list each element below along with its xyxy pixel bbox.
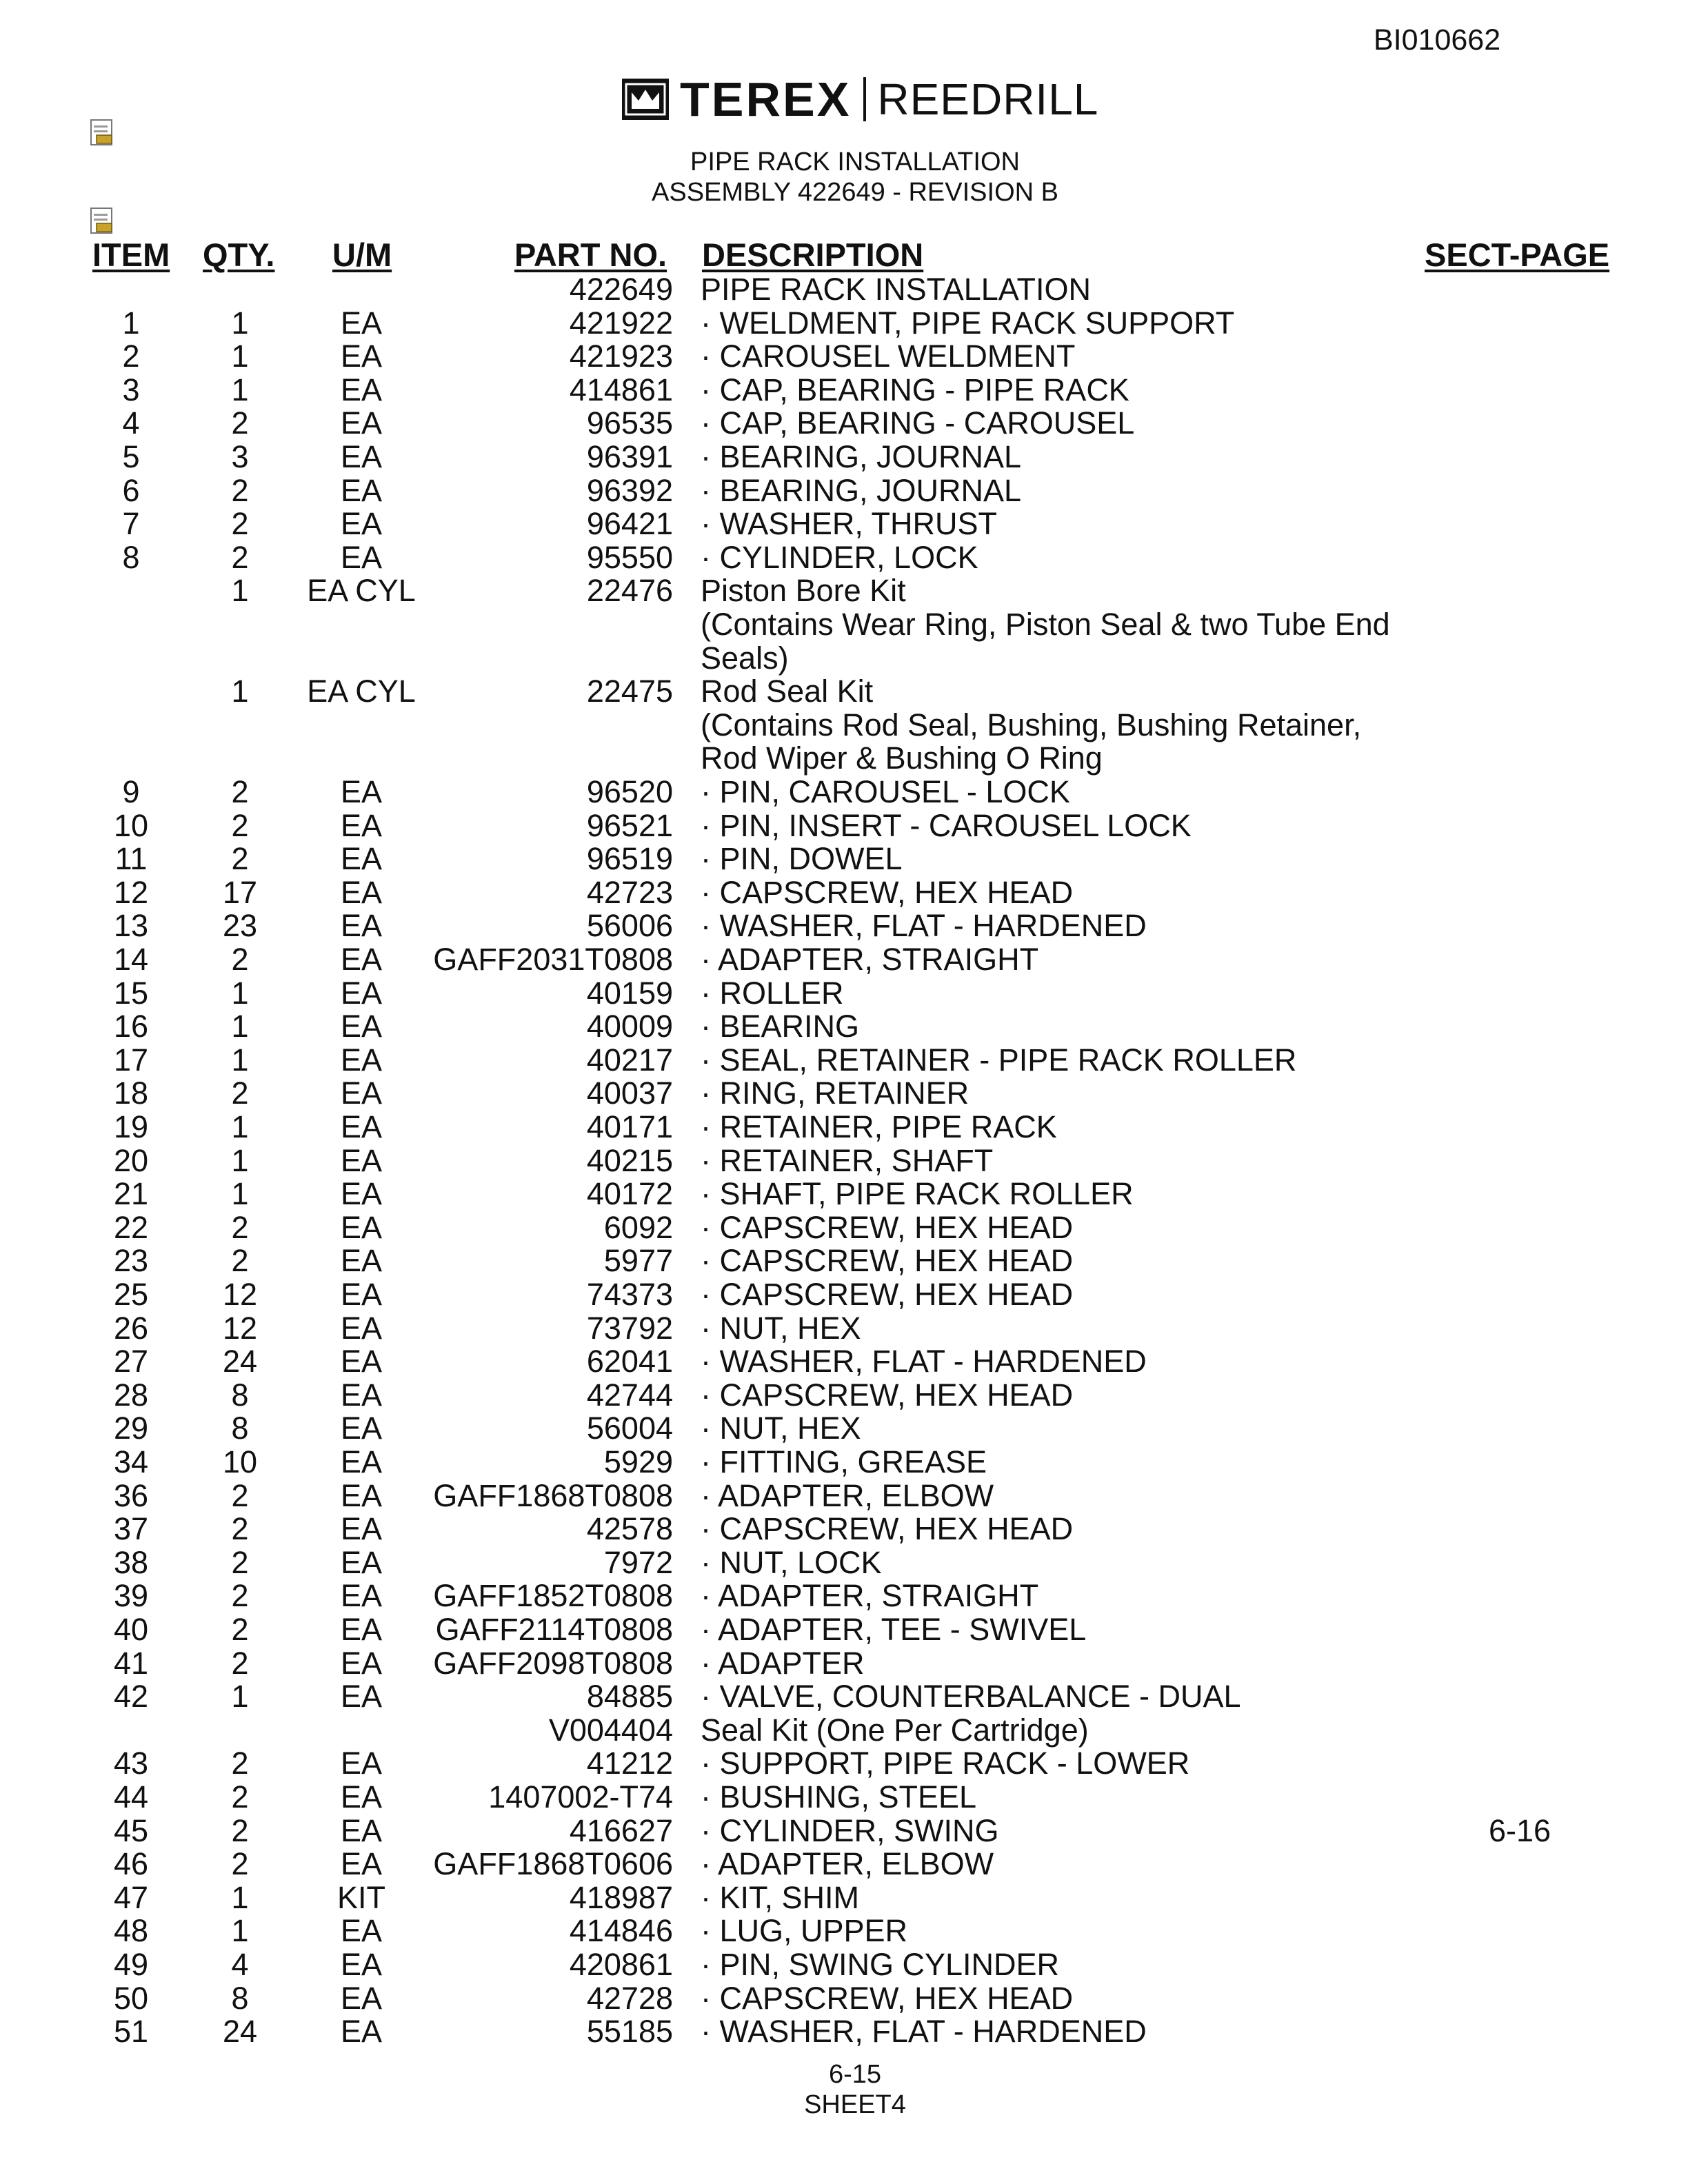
table-cell-qty: 2 (231, 1243, 249, 1278)
table-cell-um: EA (340, 1444, 383, 1479)
table-cell-item: 29 (113, 1410, 149, 1446)
table-cell-um: EA (340, 774, 383, 809)
table-cell-um: EA (340, 1410, 383, 1446)
table-cell-item: 38 (113, 1545, 149, 1580)
table-cell-desc: · VALVE, COUNTERBALANCE - DUAL (701, 1679, 1241, 1714)
table-cell-desc: · KIT, SHIM (701, 1880, 860, 1915)
table-cell-qty: 2 (231, 774, 249, 809)
table-cell-qty: 12 (222, 1311, 258, 1346)
table-cell-part: 40171 (586, 1109, 673, 1144)
table-cell-qty: 8 (231, 1410, 249, 1446)
table-cell-part: 56004 (586, 1410, 673, 1446)
table-cell-part: GAFF2031T0808 (433, 942, 673, 977)
table-cell-qty: 2 (231, 1846, 249, 1881)
table-cell-desc: Seal Kit (One Per Cartridge) (701, 1712, 1089, 1748)
table-cell-desc: · PIN, SWING CYLINDER (701, 1947, 1060, 1982)
table-cell-desc: · WELDMENT, PIPE RACK SUPPORT (701, 305, 1235, 341)
table-cell-qty: 1 (231, 338, 249, 374)
table-cell-part: GAFF2098T0808 (433, 1646, 673, 1681)
table-cell-part: 42728 (586, 1981, 673, 2016)
table-cell-qty: 2 (231, 841, 249, 876)
table-cell-desc: (Contains Wear Ring, Piston Seal & two Tube End (701, 607, 1390, 642)
table-cell-qty: 2 (231, 1511, 249, 1546)
table-cell-desc: · CAP, BEARING - PIPE RACK (701, 372, 1129, 407)
table-cell-item: 13 (113, 908, 149, 943)
table-cell-part: 421922 (569, 305, 673, 341)
table-cell-desc: · ADAPTER, STRAIGHT (701, 1578, 1039, 1613)
table-cell-desc: · SEAL, RETAINER - PIPE RACK ROLLER (701, 1042, 1297, 1078)
table-cell-part: 6092 (603, 1210, 673, 1245)
table-cell-part: GAFF1852T0808 (433, 1578, 673, 1613)
table-cell-part: 40172 (586, 1176, 673, 1211)
table-cell-item: 37 (113, 1511, 149, 1546)
table-cell-part: 96520 (586, 774, 673, 809)
table-cell-item: 12 (113, 875, 149, 910)
table-cell-um: EA (340, 1545, 383, 1580)
table-cell-qty: 1 (231, 1913, 249, 1948)
table-cell-desc: · PIN, INSERT - CAROUSEL LOCK (701, 808, 1192, 843)
table-cell-part: GAFF1868T0808 (433, 1478, 673, 1513)
table-cell-part: 96421 (586, 506, 673, 541)
table-cell-um: EA (340, 1377, 383, 1413)
table-cell-qty: 23 (222, 908, 258, 943)
table-cell-um: EA CYL (307, 674, 416, 709)
table-cell-um: EA (340, 1478, 383, 1513)
table-cell-item: 10 (113, 808, 149, 843)
table-cell-item: 17 (113, 1042, 149, 1078)
table-cell-item: 27 (113, 1344, 149, 1379)
table-cell-part: 62041 (586, 1344, 673, 1379)
table-cell-um: EA (340, 1176, 383, 1211)
table-cell-item: 25 (113, 1277, 149, 1312)
table-cell-qty: 8 (231, 1981, 249, 2016)
table-cell-desc: · BEARING, JOURNAL (701, 473, 1022, 508)
table-cell-desc: · CAPSCREW, HEX HEAD (701, 1243, 1074, 1278)
table-cell-part: 421923 (569, 338, 673, 374)
table-cell-um: EA (340, 1143, 383, 1178)
table-cell-desc: Rod Wiper & Bushing O Ring (701, 740, 1103, 776)
table-cell-qty: 2 (231, 540, 249, 575)
table-cell-desc: · CYLINDER, LOCK (701, 540, 978, 575)
table-cell-um: EA (340, 1009, 383, 1044)
table-cell-part: 73792 (586, 1311, 673, 1346)
table-cell-part: GAFF1868T0606 (433, 1846, 673, 1881)
table-cell-part: 40217 (586, 1042, 673, 1078)
table-cell-part: 96521 (586, 808, 673, 843)
table-cell-item: 21 (113, 1176, 149, 1211)
table-cell-um: EA (340, 2014, 383, 2049)
table-cell-um: EA (340, 405, 383, 441)
table-cell-item: 5 (122, 439, 140, 474)
table-cell-um: EA (340, 1913, 383, 1948)
table-cell-um: EA (340, 473, 383, 508)
table-cell-desc: · RETAINER, SHAFT (701, 1143, 994, 1178)
division-name: REEDRILL (877, 74, 1099, 124)
table-cell-part: 7972 (603, 1545, 673, 1580)
table-cell-desc: · CYLINDER, SWING (701, 1813, 999, 1848)
table-cell-qty: 1 (231, 1042, 249, 1078)
table-cell-qty: 2 (231, 942, 249, 977)
table-cell-desc: · CAPSCREW, HEX HEAD (701, 1210, 1074, 1245)
column-header-part-no: PART NO. (514, 236, 667, 273)
table-cell-item: 45 (113, 1813, 149, 1848)
table-cell-item: 39 (113, 1578, 149, 1613)
table-cell-item: 9 (122, 774, 140, 809)
table-cell-um: EA (340, 841, 383, 876)
table-cell-qty: 2 (231, 1545, 249, 1580)
table-cell-desc: · CAPSCREW, HEX HEAD (701, 1277, 1074, 1312)
table-cell-qty: 1 (231, 975, 249, 1011)
column-header-um: U/M (332, 236, 392, 273)
table-cell-qty: 1 (231, 1109, 249, 1144)
table-cell-item: 15 (113, 975, 149, 1011)
table-cell-item: 43 (113, 1746, 149, 1781)
table-cell-qty: 3 (231, 439, 249, 474)
table-cell-desc: · FITTING, GREASE (701, 1444, 987, 1479)
table-cell-item: 46 (113, 1846, 149, 1881)
table-cell-um: EA (340, 305, 383, 341)
table-cell-desc: · CAPSCREW, HEX HEAD (701, 1981, 1074, 2016)
table-cell-desc: · ADAPTER (701, 1646, 865, 1681)
table-cell-um: EA (340, 1947, 383, 1982)
table-cell-desc: · BUSHING, STEEL (701, 1779, 977, 1814)
table-cell-um: EA (340, 1679, 383, 1714)
table-cell-qty: 17 (222, 875, 258, 910)
table-cell-qty: 2 (231, 405, 249, 441)
table-cell-part: 1407002-T74 (488, 1779, 673, 1814)
table-cell-part: 95550 (586, 540, 673, 575)
table-cell-qty: 1 (231, 1679, 249, 1714)
table-cell-item: 48 (113, 1913, 149, 1948)
table-cell-item: 41 (113, 1646, 149, 1681)
table-cell-qty: 2 (231, 1578, 249, 1613)
table-cell-part: 40037 (586, 1075, 673, 1111)
table-cell-desc: · NUT, HEX (701, 1311, 861, 1346)
table-cell-um: EA (340, 1243, 383, 1278)
table-cell-item: 36 (113, 1478, 149, 1513)
table-cell-um: EA (340, 1344, 383, 1379)
table-cell-desc: · CAPSCREW, HEX HEAD (701, 1377, 1074, 1413)
table-cell-qty: 24 (222, 1344, 258, 1379)
table-cell-item: 51 (113, 2014, 149, 2049)
table-cell-um: EA (340, 908, 383, 943)
table-cell-item: 16 (113, 1009, 149, 1044)
document-id: BI010662 (1374, 23, 1501, 57)
table-cell-um: EA (340, 1646, 383, 1681)
table-cell-qty: 2 (231, 808, 249, 843)
table-cell-qty: 1 (231, 573, 249, 608)
table-cell-part: 22476 (586, 573, 673, 608)
table-cell-um: EA (340, 1612, 383, 1647)
table-cell-qty: 1 (231, 1176, 249, 1211)
table-cell-part: 96391 (586, 439, 673, 474)
table-cell-part: 40159 (586, 975, 673, 1011)
table-cell-um: EA (340, 338, 383, 374)
table-cell-um: EA (340, 1746, 383, 1781)
table-cell-part: 420861 (569, 1947, 673, 1982)
table-cell-item: 28 (113, 1377, 149, 1413)
table-cell-desc: Rod Seal Kit (701, 674, 874, 709)
table-cell-item: 6 (122, 473, 140, 508)
table-cell-um: EA (340, 372, 383, 407)
table-cell-item: 8 (122, 540, 140, 575)
table-cell-desc: · ROLLER (701, 975, 844, 1011)
table-cell-desc: Seals) (701, 640, 789, 676)
table-cell-desc: · CAPSCREW, HEX HEAD (701, 875, 1074, 910)
table-cell-um: EA (340, 1109, 383, 1144)
table-cell-um: EA (340, 1779, 383, 1814)
table-cell-item: 42 (113, 1679, 149, 1714)
table-cell-part: 416627 (569, 1813, 673, 1848)
table-cell-um: EA (340, 1210, 383, 1245)
table-cell-part: 96519 (586, 841, 673, 876)
table-cell-qty: 12 (222, 1277, 258, 1312)
table-cell-desc: · PIN, CAROUSEL - LOCK (701, 774, 1070, 809)
table-cell-desc: · LUG, UPPER (701, 1913, 908, 1948)
table-cell-part: 40215 (586, 1143, 673, 1178)
table-cell-part: 55185 (586, 2014, 673, 2049)
table-cell-qty: 2 (231, 506, 249, 541)
table-cell-qty: 2 (231, 1075, 249, 1111)
table-cell-desc: · WASHER, FLAT - HARDENED (701, 2014, 1147, 2049)
table-cell-qty: 2 (231, 1813, 249, 1848)
table-cell-part: 5977 (603, 1243, 673, 1278)
table-cell-desc: · ADAPTER, TEE - SWIVEL (701, 1612, 1087, 1647)
table-cell-um: EA (340, 808, 383, 843)
table-cell-item: 19 (113, 1109, 149, 1144)
page-title: PIPE RACK INSTALLATION (690, 148, 1020, 176)
column-header-sect-page: SECT-PAGE (1425, 236, 1610, 273)
table-cell-part: 5929 (603, 1444, 673, 1479)
table-cell-desc: · BEARING, JOURNAL (701, 439, 1022, 474)
table-cell-desc: · RETAINER, PIPE RACK (701, 1109, 1057, 1144)
table-cell-sect: 6-16 (1488, 1813, 1551, 1848)
table-cell-item: 18 (113, 1075, 149, 1111)
table-cell-part: 418987 (569, 1880, 673, 1915)
table-cell-qty: 10 (222, 1444, 258, 1479)
table-cell-part: 96535 (586, 405, 673, 441)
table-cell-um: EA (340, 1813, 383, 1848)
table-cell-qty: 4 (231, 1947, 249, 1982)
table-cell-qty: 2 (231, 1210, 249, 1245)
column-header-qty: QTY. (203, 236, 275, 273)
table-cell-um: EA (340, 975, 383, 1011)
table-cell-qty: 2 (231, 1478, 249, 1513)
sheet-label: SHEET4 (804, 2090, 906, 2119)
table-cell-qty: 1 (231, 1143, 249, 1178)
table-cell-qty: 2 (231, 473, 249, 508)
table-cell-desc: · SHAFT, PIPE RACK ROLLER (701, 1176, 1134, 1211)
table-cell-um: EA CYL (307, 573, 416, 608)
table-cell-qty: 2 (231, 1779, 249, 1814)
table-cell-item: 3 (122, 372, 140, 407)
table-cell-part: 74373 (586, 1277, 673, 1312)
table-cell-item: 4 (122, 405, 140, 441)
brand-name: TEREX (680, 72, 852, 126)
table-cell-desc: · WASHER, FLAT - HARDENED (701, 1344, 1147, 1379)
table-cell-qty: 8 (231, 1377, 249, 1413)
table-cell-part: GAFF2114T0808 (435, 1612, 673, 1647)
table-cell-item: 49 (113, 1947, 149, 1982)
table-cell-desc: · NUT, HEX (701, 1410, 861, 1446)
table-cell-qty: 2 (231, 1612, 249, 1647)
table-cell-item: 2 (122, 338, 140, 374)
table-cell-um: EA (340, 540, 383, 575)
column-header-item: ITEM (92, 236, 170, 273)
table-cell-um: EA (340, 875, 383, 910)
table-cell-um: KIT (336, 1880, 385, 1915)
table-cell-qty: 2 (231, 1746, 249, 1781)
table-cell-desc: Piston Bore Kit (701, 573, 906, 608)
table-cell-part: 42578 (586, 1511, 673, 1546)
table-cell-item: 26 (113, 1311, 149, 1346)
table-cell-um: EA (340, 1846, 383, 1881)
table-cell-um: EA (340, 1311, 383, 1346)
table-cell-desc: · CAPSCREW, HEX HEAD (701, 1511, 1074, 1546)
table-cell-desc: · RING, RETAINER (701, 1075, 969, 1111)
table-cell-item: 47 (113, 1880, 149, 1915)
table-cell-um: EA (340, 506, 383, 541)
table-cell-part: 42723 (586, 875, 673, 910)
column-header-description: DESCRIPTION (702, 236, 924, 273)
table-cell-qty: 2 (231, 1646, 249, 1681)
table-cell-part: 414861 (569, 372, 673, 407)
table-cell-item: 34 (113, 1444, 149, 1479)
table-cell-part: 42744 (586, 1377, 673, 1413)
assembly-subtitle: ASSEMBLY 422649 - REVISION B (652, 178, 1058, 207)
table-cell-item: 20 (113, 1143, 149, 1178)
table-cell-part: 40009 (586, 1009, 673, 1044)
table-cell-item: 50 (113, 1981, 149, 2016)
table-cell-qty: 1 (231, 1009, 249, 1044)
table-cell-item: 44 (113, 1779, 149, 1814)
table-cell-item: 7 (122, 506, 140, 541)
table-cell-item: 23 (113, 1243, 149, 1278)
table-cell-um: EA (340, 439, 383, 474)
table-cell-um: EA (340, 1075, 383, 1111)
table-cell-part: 41212 (586, 1746, 673, 1781)
page-number: 6-15 (828, 2060, 882, 2089)
table-cell-desc: · WASHER, THRUST (701, 506, 998, 541)
table-cell-desc: · BEARING (701, 1009, 860, 1044)
table-cell-um: EA (340, 1981, 383, 2016)
table-cell-desc: · CAP, BEARING - CAROUSEL (701, 405, 1135, 441)
table-cell-item: 22 (113, 1210, 149, 1245)
table-cell-part: 414846 (569, 1913, 673, 1948)
table-cell-part: 422649 (569, 272, 673, 307)
table-cell-um: EA (340, 1511, 383, 1546)
table-cell-um: EA (340, 1042, 383, 1078)
table-cell-part: 22475 (586, 674, 673, 709)
table-cell-item: 40 (113, 1612, 149, 1647)
table-cell-um: EA (340, 1578, 383, 1613)
table-cell-desc: · WASHER, FLAT - HARDENED (701, 908, 1147, 943)
table-cell-desc: · PIN, DOWEL (701, 841, 903, 876)
table-cell-um: EA (340, 1277, 383, 1312)
table-cell-desc: · CAROUSEL WELDMENT (701, 338, 1076, 374)
table-cell-qty: 1 (231, 372, 249, 407)
table-cell-qty: 1 (231, 1880, 249, 1915)
table-cell-item: 11 (114, 841, 148, 876)
table-cell-qty: 24 (222, 2014, 258, 2049)
table-cell-desc: · ADAPTER, ELBOW (701, 1478, 994, 1513)
table-cell-qty: 1 (231, 305, 249, 341)
table-cell-item: 14 (113, 942, 149, 977)
table-cell-desc: · ADAPTER, ELBOW (701, 1846, 994, 1881)
table-cell-desc: · NUT, LOCK (701, 1545, 882, 1580)
table-cell-part: 84885 (586, 1679, 673, 1714)
table-cell-part: 96392 (586, 473, 673, 508)
table-cell-um: EA (340, 942, 383, 977)
table-cell-desc: (Contains Rod Seal, Bushing, Bushing Retainer, (701, 707, 1362, 742)
table-cell-desc: · SUPPORT, PIPE RACK - LOWER (701, 1746, 1190, 1781)
table-cell-desc: PIPE RACK INSTALLATION (701, 272, 1091, 307)
table-cell-part: 56006 (586, 908, 673, 943)
table-cell-part: V004404 (548, 1712, 673, 1748)
table-cell-qty: 1 (231, 674, 249, 709)
table-cell-desc: · ADAPTER, STRAIGHT (701, 942, 1039, 977)
table-cell-item: 1 (122, 305, 140, 341)
